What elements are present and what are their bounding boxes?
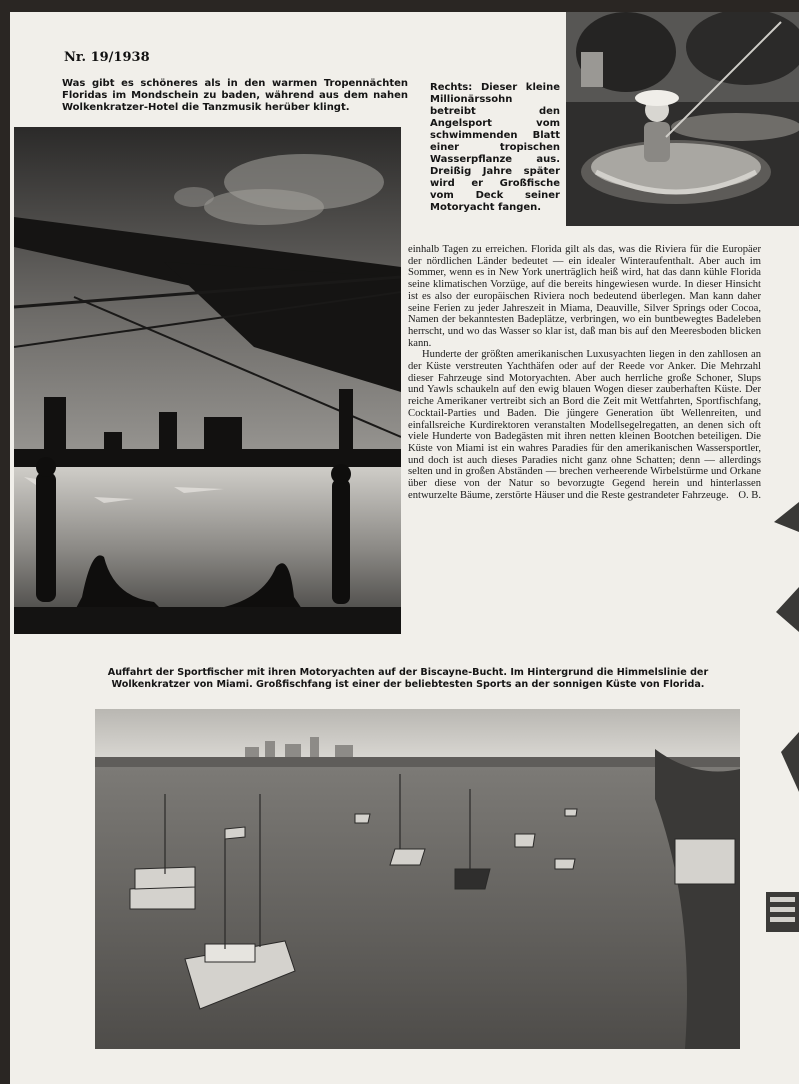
photo-biscayne-bay-yachts: [95, 709, 740, 1049]
article-paragraph-2: Hunderte der größten amerikanischen Luxusyachten liegen in den zahllosen an der Küste verstreuten Yachthäfen oder auf der Reede vor Anker. Die Mehrzahl dieser Fahrzeuge sind Motoryachten. Aber auch herrliche große Schoner, Slups und Yawls schaukeln auf den ewig blauen Wogen dieser zauberhaften Küste. Der reiche Amerikaner vertreibt sich an Bord die Zeit mit Wettfahrten, Sportfischfang, Cocktail-Parties und Baden. Die jüngere Generation übt Wellenreiten, und einfallsreiche Kurdirektoren veranstalten Modellsegelregatten, an denen sich oft viele Hunderte von Badegästen mit ihren netten kleinen Bootchen beteiligen. Die Küste von Miami ist ein wahres Paradies für den amerikanischen Wassersportler, und doch ist auch dieses Paradies nicht ganz ohne Schatten; denn — allerdings selten und in großen Abständen — brechen verheerende Wirbelstürme und Orkane über diese von der Natur so bevorzugte Gegend herein und hinterlassen entwurzelte Bäume, zerstörte Häuser und die Reste gestrandeter Fahrzeuge.: [408, 349, 761, 501]
author-signature: O. B.: [738, 489, 761, 501]
caption-lily-photo: Rechts: Dieser kleine Millionärssohn betreibt den Angelsport vom schwimmenden Blatt einer tropischen Wasserpflanze aus. Dreißig Jahre später wird er Großfische vom Deck seiner Motoryacht fangen.: [430, 82, 560, 213]
article-paragraph-1: einhalb Tagen zu erreichen. Florida gilt als das, was die Riviera für die Europäer der nördlichen Länder bedeutet — ein idealer Winteraufenthalt. Aber auch im Sommer, wenn es in New York unerträglich heiß wird, hat das dann kühle Florida seine klimatischen Vorzüge, auf die bereits hingewiesen wurde. In dieser Hinsicht ist es also der europäischen Riviera noch bedeutend überlegen. Man kann daher seine Ferien zu jeder Jahreszeit in Miama, Deauville, Silver Springs oder Cocoa, Namen der bekanntesten Badeplätze, verbringen, wo ein buntbewegtes Badeleben herrscht, und wo das Wasser so klar ist, daß man bis auf den Meeresboden blicken kann.: [408, 244, 761, 349]
photo-night-swimmers-skyline: [14, 127, 401, 634]
adjacent-page-edge: [766, 492, 799, 1082]
article-body: [408, 244, 761, 501]
caption-skyline-photo: Was gibt es schöneres als in den warmen Tropennächten Floridas im Mondschein zu baden, während aus dem nahen Wolkenkratzer-Hotel die Tanzmusik herüber klingt.: [62, 78, 408, 113]
issue-number: Nr. 19/1938: [64, 50, 150, 65]
photo-boy-on-lily-pad: [566, 12, 799, 226]
caption-boats-photo: Auffahrt der Sportfischer mit ihren Motoryachten auf der Biscayne-Bucht. Im Hintergrund die Himmelslinie der Wolkenkratzer von Miami. Großfischfang ist einer der beliebtesten Sports an der sonnigen Küste von Florida.: [107, 667, 709, 690]
magazine-page: [10, 12, 799, 1084]
